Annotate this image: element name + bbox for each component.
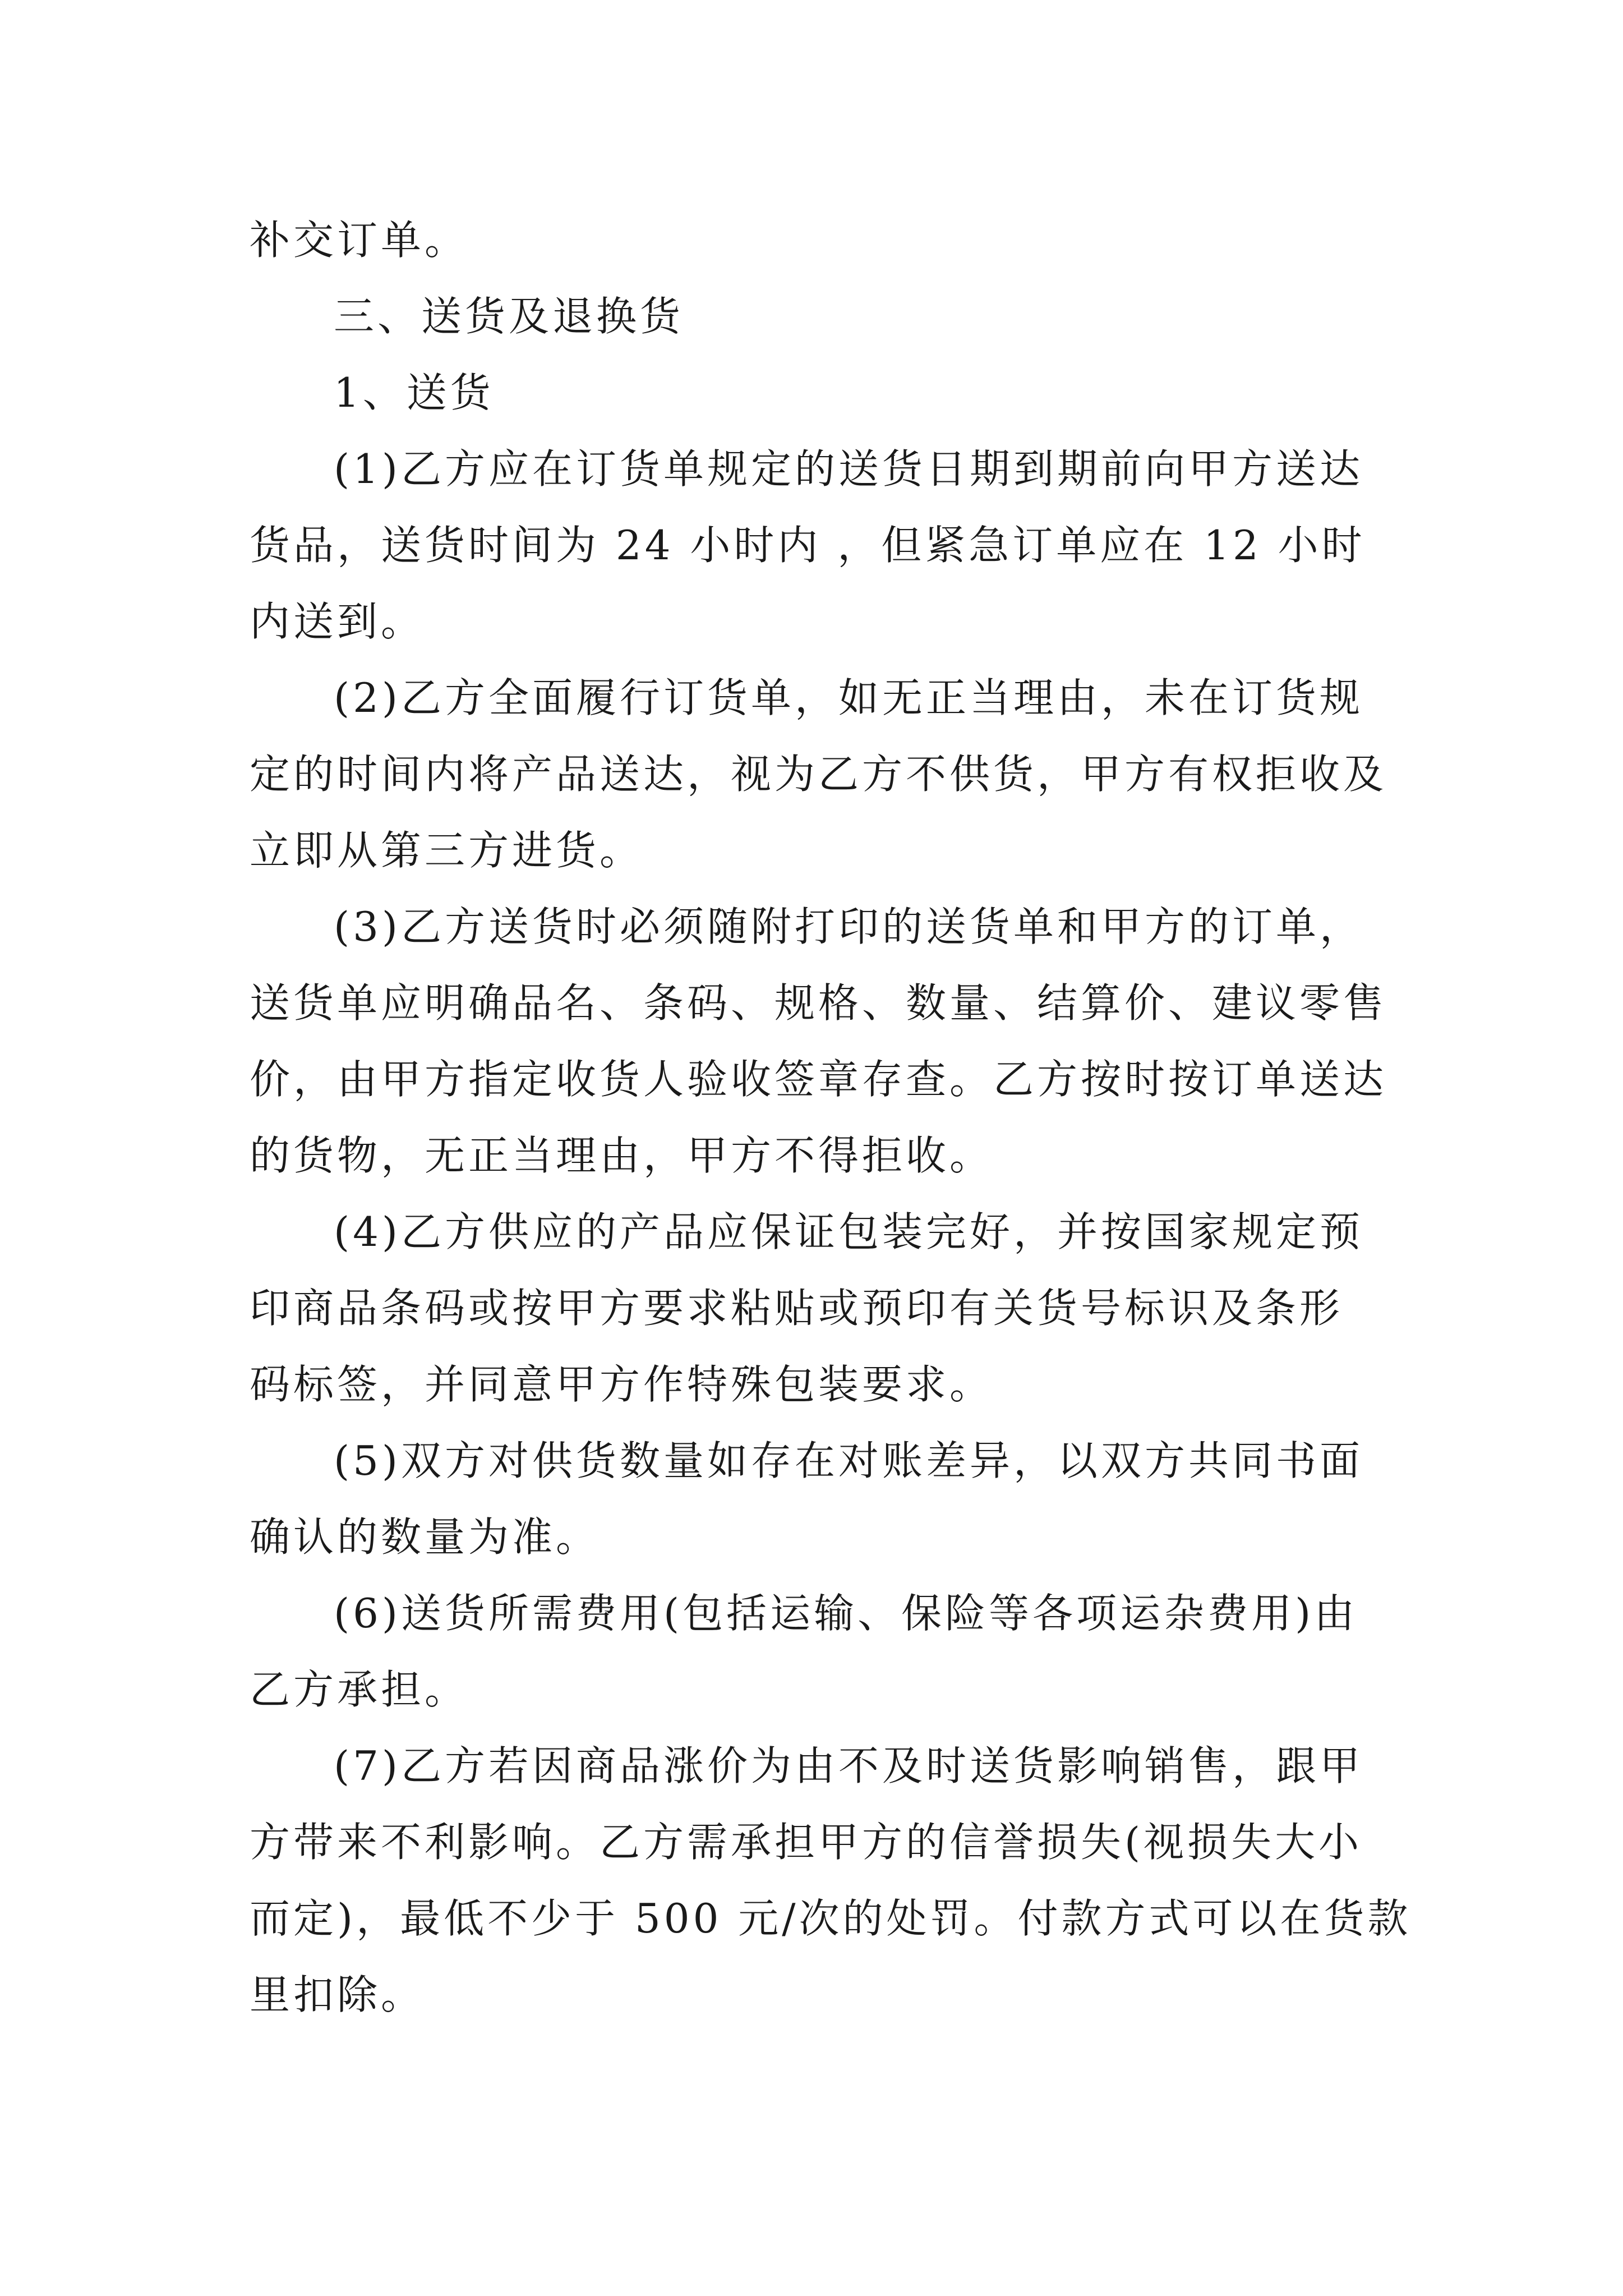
text-line: 的货物，无正当理由，甲方不得拒收。 [250, 1132, 994, 1179]
text-line: 立即从第三方进货。 [250, 827, 644, 874]
text-line: 货品，送货时间为 24 小时内 ，但紧急订单应在 12 小时 [250, 522, 1366, 569]
text-line: 方带来不利影响。乙方需承担甲方的信誉损失(视损失大小 [250, 1819, 1363, 1866]
text-line: 确认的数量为准。 [250, 1513, 600, 1561]
text-line: 而定)，最低不少于 500 元/次的处罚。付款方式可以在货款 [250, 1895, 1412, 1942]
text-line: 印商品条码或按甲方要求粘贴或预印有关货号标识及条形 [250, 1285, 1344, 1332]
text-line: 定的时间内将产品送达，视为乙方不供货，甲方有权拒收及 [250, 751, 1387, 798]
text-line: 里扣除。 [250, 1971, 425, 2018]
text-line: 内送到。 [250, 598, 425, 645]
text-line: 乙方承担。 [250, 1666, 469, 1713]
text-line: 补交订单。 [250, 217, 469, 264]
text-line: (3)乙方送货时必须随附打印的送货单和甲方的订单， [334, 903, 1363, 950]
text-line: 送货单应明确品名、条码、规格、数量、结算价、建议零售 [250, 979, 1387, 1027]
document-body [250, 202, 1412, 2033]
text-line: (5)双方对供货数量如存在对账差异，以双方共同书面 [334, 1437, 1363, 1484]
text-line: (1)乙方应在订货单规定的送货日期到期前向甲方送达 [334, 445, 1363, 493]
section-heading: 三、送货及退换货 [334, 293, 684, 340]
subsection-heading: 1、送货 [334, 369, 494, 416]
text-line: (7)乙方若因商品涨价为由不及时送货影响销售，跟甲 [334, 1742, 1363, 1789]
text-line: 价，由甲方指定收货人验收签章存查。乙方按时按订单送达 [250, 1056, 1387, 1103]
text-line: 码标签，并同意甲方作特殊包装要求。 [250, 1361, 994, 1408]
text-line: (6)送货所需费用(包括运输、保险等各项运杂费用)由 [334, 1590, 1358, 1637]
text-line: (2)乙方全面履行订货单，如无正当理由，未在订货规 [334, 674, 1363, 721]
text-line: (4)乙方供应的产品应保证包装完好，并按国家规定预 [334, 1208, 1363, 1255]
